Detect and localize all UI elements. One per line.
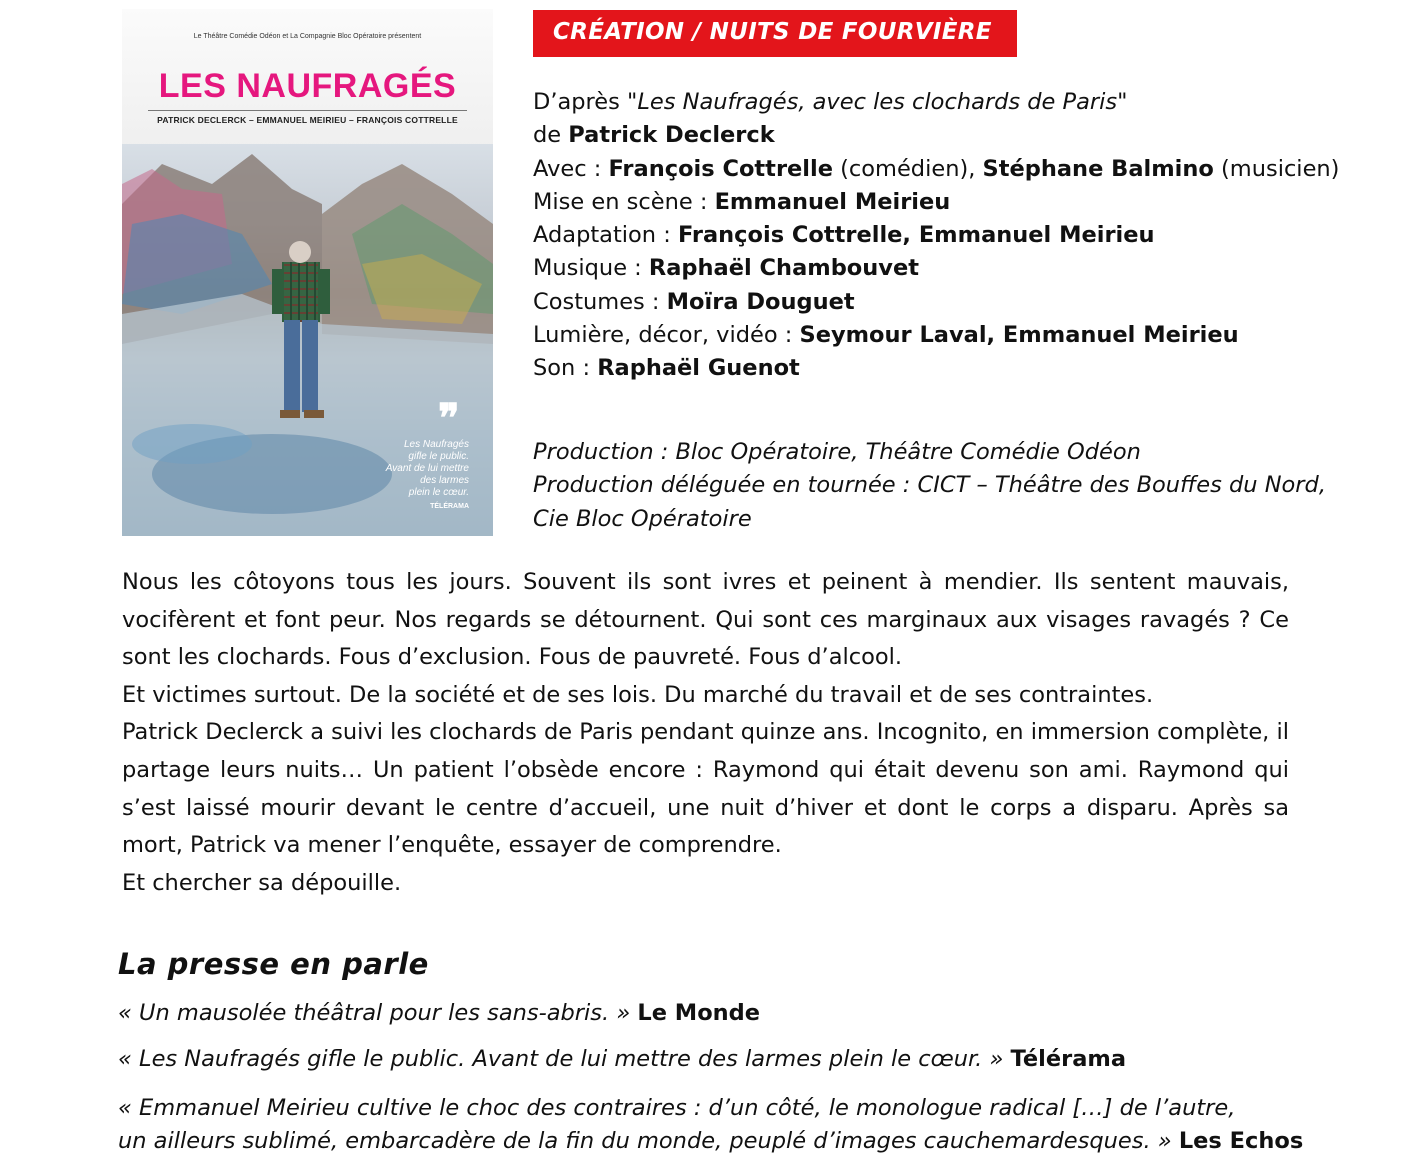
poster-quote-line: gifle le public.	[408, 451, 469, 462]
poster-quote-line: des larmes	[420, 475, 469, 486]
credit-musician-role: (musicien)	[1213, 155, 1340, 182]
production-line: Production : Bloc Opératoire, Théâtre Comédie Odéon	[533, 439, 1141, 465]
credit-author-name: Patrick Declerck	[568, 122, 775, 149]
credit-author	[533, 119, 1339, 152]
poster-quote-line: Les Naufragés	[403, 439, 469, 450]
press-quote-text: « Emmanuel Meirieu cultive le choc des contraires : d’un côté, le monologue radical […] de l’autre,	[118, 1095, 1236, 1121]
poster-divider	[148, 110, 467, 111]
credit-adaptation-label: Adaptation :	[533, 222, 678, 249]
quote-icon: ❞	[438, 395, 460, 442]
credit-costumes-name: Moïra Douguet	[666, 288, 855, 315]
source-book-title: Les Naufragés, avec les clochards de Paris	[637, 89, 1118, 115]
poster-title: LES NAUFRAGÉS	[158, 67, 457, 105]
credit-adaptation	[533, 219, 1339, 252]
category-banner	[533, 10, 1017, 57]
credit-actor-role: (comédien),	[832, 155, 983, 182]
credit-direction-label: Mise en scène :	[533, 188, 715, 215]
credit-direction-name: Emmanuel Meirieu	[714, 188, 951, 215]
credit-after	[533, 86, 1339, 119]
press-quote-text: un ailleurs sublimé, embarcadère de la fin du monde, peuplé d’images cauchemardesques. »	[118, 1128, 1179, 1154]
credit-sound-label: Son :	[533, 355, 598, 382]
synopsis-paragraph: Et victimes surtout. De la société et de ses lois. Du marché du travail et de ses contraintes.	[122, 681, 1154, 708]
press-quote-source: Le Monde	[637, 1000, 761, 1026]
credit-cast	[533, 153, 1339, 186]
credit-sound	[533, 352, 1339, 385]
synopsis	[122, 564, 1289, 902]
credit-lighting-name: Seymour Laval, Emmanuel Meirieu	[799, 322, 1239, 349]
credit-after-suffix: "	[1117, 89, 1128, 115]
poster-presents: Le Théâtre Comédie Odéon et La Compagnie Bloc Opératoire présentent	[193, 33, 422, 40]
poster-quote-source: TÉLÉRAMA	[430, 503, 469, 510]
press-quote-source: Les Echos	[1178, 1128, 1304, 1154]
credit-musician-name: Stéphane Balmino	[982, 155, 1214, 182]
poster-image	[122, 9, 493, 536]
credit-direction	[533, 186, 1339, 219]
synopsis-paragraph: Et chercher sa dépouille.	[122, 869, 402, 896]
credit-lighting-label: Lumière, décor, vidéo :	[533, 322, 800, 349]
credit-adaptation-name: François Cottrelle, Emmanuel Meirieu	[677, 222, 1155, 249]
poster-quote	[329, 439, 469, 499]
poster-quote-line: Avant de lui mettre	[385, 463, 469, 474]
credit-music-name: Raphaël Chambouvet	[648, 255, 919, 282]
poster-names: PATRICK DECLERCK – EMMANUEL MEIRIEU – FRANÇOIS COTTRELLE	[157, 115, 458, 125]
press-quote-text: « Les Naufragés gifle le public. Avant de lui mettre des larmes plein le cœur. »	[118, 1046, 1011, 1072]
synopsis-paragraph: Patrick Declerck a suivi les clochards de Paris pendant quinze ans. Incognito, en immersion complète, il partage leurs nuits… Un patient l’obsède encore : Raymond qui était devenu son ami. Raymond qui s’est laissé mourir devant le centre d’accueil, une nuit d’hiver et dont le corps a disparu. Après sa mort, Patrick va mener l’enquête, essayer de comprendre.	[122, 719, 1289, 859]
credit-costumes	[533, 286, 1339, 319]
production-line: Cie Bloc Opératoire	[533, 505, 752, 532]
credit-sound-name: Raphaël Guenot	[597, 355, 800, 382]
production-line: Production déléguée en tournée : CICT – Théâtre des Bouffes du Nord,	[533, 472, 1326, 499]
synopsis-paragraph: Nous les côtoyons tous les jours. Souvent ils sont ivres et peinent à mendier. Ils sentent mauvais, vocifèrent et font peur. Nos regards se détournent. Qui sont ces marginaux aux visages ravagés ? Ce sont les clochards. Fous d’exclusion. Fous de pauvreté. Fous d’alcool.	[122, 569, 1289, 671]
credit-lighting	[533, 319, 1339, 352]
press-quote	[118, 1046, 1126, 1072]
credit-author-label: de	[533, 122, 569, 149]
credit-costumes-label: Costumes :	[533, 288, 667, 315]
credits-block	[533, 86, 1339, 386]
category-banner-label: CRÉATION / NUITS DE FOURVIÈRE	[553, 19, 992, 45]
credit-music	[533, 252, 1339, 285]
press-quote-text: « Un mausolée théâtral pour les sans-abris. »	[118, 1000, 638, 1026]
credit-after-prefix: D’après "	[533, 89, 638, 115]
press-quote	[118, 1000, 760, 1026]
credit-actor-name: François Cottrelle	[608, 155, 833, 182]
credit-music-label: Musique :	[533, 255, 649, 282]
production-block	[533, 436, 1326, 536]
press-quote	[118, 1092, 1303, 1158]
press-heading: La presse en parle	[118, 947, 429, 981]
press-quote-source: Télérama	[1010, 1046, 1127, 1072]
poster-quote-line: plein le cœur.	[408, 487, 469, 498]
credit-cast-label: Avec :	[533, 155, 609, 182]
